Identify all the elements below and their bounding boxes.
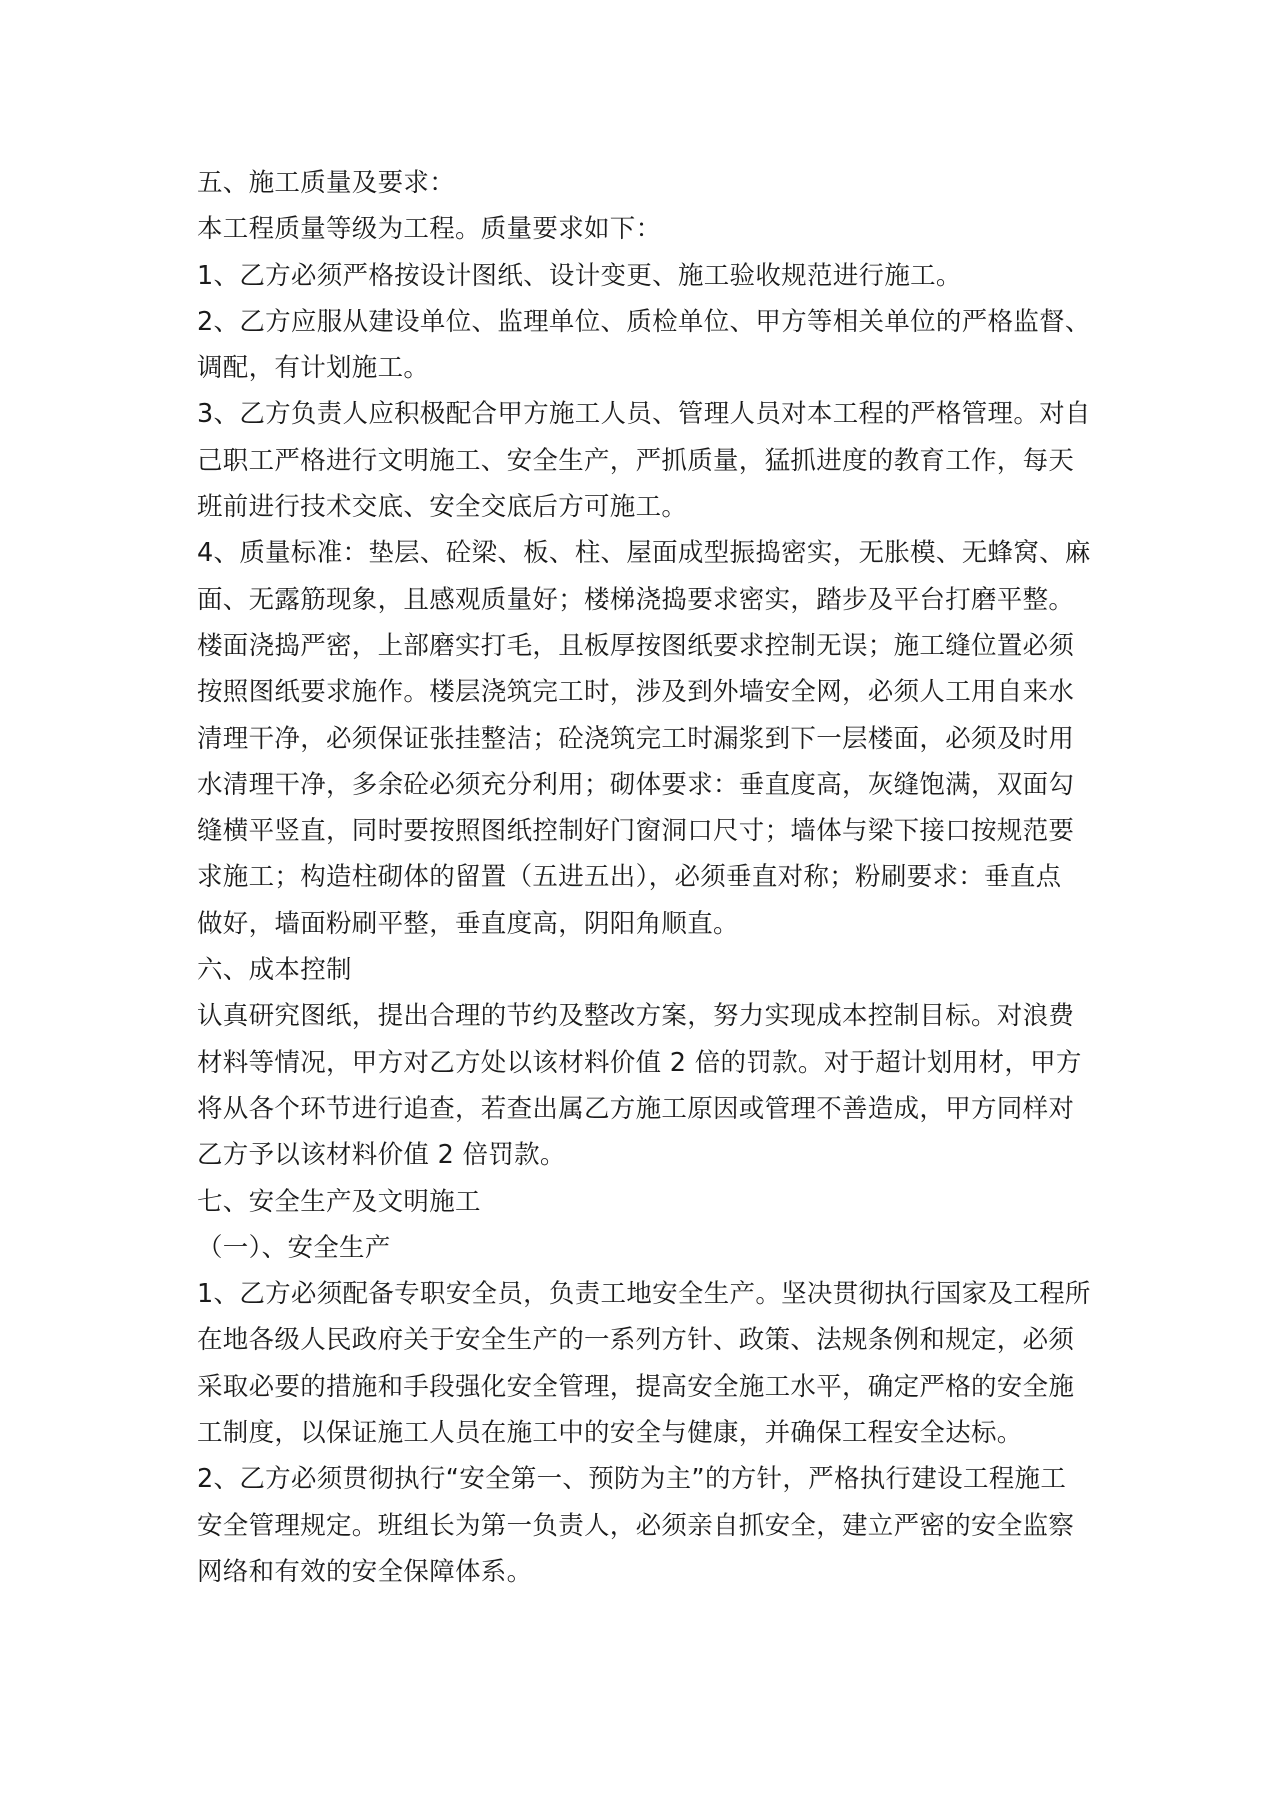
- text-line: 清理干净，必须保证张挂整洁；砼浇筑完工时漏浆到下一层楼面，必须及时用: [197, 723, 1075, 754]
- section-heading: [197, 947, 1097, 993]
- text-line: 2、乙方应服从建设单位、监理单位、质检单位、甲方等相关单位的严格监督、: [197, 306, 1091, 337]
- text-line: 按照图纸要求施作。楼层浇筑完工时，涉及到外墙安全网，必须人工用自来水: [197, 677, 1075, 708]
- text-line: 五、施工质量及要求：: [197, 168, 456, 198]
- text-line: 六、成本控制: [197, 955, 352, 986]
- text-line: 做好，墙面粉刷平整，垂直度高，阴阳角顺直。: [197, 908, 739, 939]
- text-line: 2、乙方必须贯彻执行“安全第一、预防为主”的方针，严格执行建设工程施工: [197, 1464, 1067, 1495]
- text-line: 调配，有计划施工。: [197, 353, 430, 384]
- text-line: 己职工严格进行文明施工、安全生产，严抓质量，猛抓进度的教育工作，每天: [197, 445, 1075, 476]
- text-line: 求施工；构造柱砌体的留置（五进五出），必须垂直对称；粉刷要求：垂直点: [197, 862, 1062, 893]
- text-line: 采取必要的措施和手段强化安全管理，提高安全施工水平，确定严格的安全施: [197, 1371, 1075, 1402]
- paragraph: [197, 299, 1097, 392]
- text-line: 安全管理规定。班组长为第一负责人，必须亲自抓安全，建立严密的安全监察: [197, 1510, 1075, 1541]
- text-line: 将从各个环节进行追查，若查出属乙方施工原因或管理不善造成，甲方同样对: [197, 1093, 1075, 1124]
- paragraph: [197, 1456, 1097, 1595]
- section-heading: [197, 1225, 1097, 1271]
- text-line: 认真研究图纸，提出合理的节约及整改方案，努力实现成本控制目标。对浪费: [197, 1001, 1075, 1032]
- section-heading: [197, 160, 1097, 206]
- paragraph: [197, 253, 1097, 299]
- document-page: [197, 160, 1097, 1595]
- paragraph: [197, 993, 1097, 1178]
- text-line: 面、无露筋现象，且感观质量好；楼梯浇捣要求密实，踏步及平台打磨平整。: [197, 584, 1075, 615]
- paragraph: [197, 206, 1097, 252]
- text-line: 1、乙方必须配备专职安全员，负责工地安全生产。坚决贯彻执行国家及工程所: [197, 1279, 1091, 1310]
- section-heading: [197, 1179, 1097, 1225]
- text-line: 乙方予以该材料价值 2 倍罚款。: [197, 1140, 566, 1171]
- text-line: （一）、安全生产: [197, 1232, 391, 1263]
- text-line: 4、质量标准：垫层、砼梁、板、柱、屋面成型振捣密实，无胀模、无蜂窝、麻: [197, 538, 1091, 569]
- text-line: 七、安全生产及文明施工: [197, 1186, 481, 1217]
- text-line: 本工程质量等级为工程。质量要求如下：: [197, 214, 662, 245]
- text-line: 网络和有效的安全保障体系。: [197, 1556, 533, 1587]
- text-line: 班前进行技术交底、安全交底后方可施工。: [197, 492, 688, 523]
- text-line: 缝横平竖直，同时要按照图纸控制好门窗洞口尺寸；墙体与梁下接口按规范要: [197, 816, 1075, 847]
- paragraph: [197, 391, 1097, 530]
- paragraph: [197, 530, 1097, 947]
- text-line: 楼面浇捣严密，上部磨实打毛，且板厚按图纸要求控制无误；施工缝位置必须: [197, 630, 1075, 661]
- text-line: 材料等情况，甲方对乙方处以该材料价值 2 倍的罚款。对于超计划用材，甲方: [197, 1047, 1082, 1078]
- paragraph: [197, 1271, 1097, 1456]
- text-line: 1、乙方必须严格按设计图纸、设计变更、施工验收规范进行施工。: [197, 260, 962, 291]
- text-line: 水清理干净，多余砼必须充分利用；砌体要求：垂直度高，灰缝饱满，双面勾: [197, 769, 1075, 800]
- text-line: 工制度，以保证施工人员在施工中的安全与健康，并确保工程安全达标。: [197, 1418, 1023, 1449]
- text-line: 在地各级人民政府关于安全生产的一系列方针、政策、法规条例和规定，必须: [197, 1325, 1075, 1356]
- text-line: 3、乙方负责人应积极配合甲方施工人员、管理人员对本工程的严格管理。对自: [197, 399, 1091, 430]
